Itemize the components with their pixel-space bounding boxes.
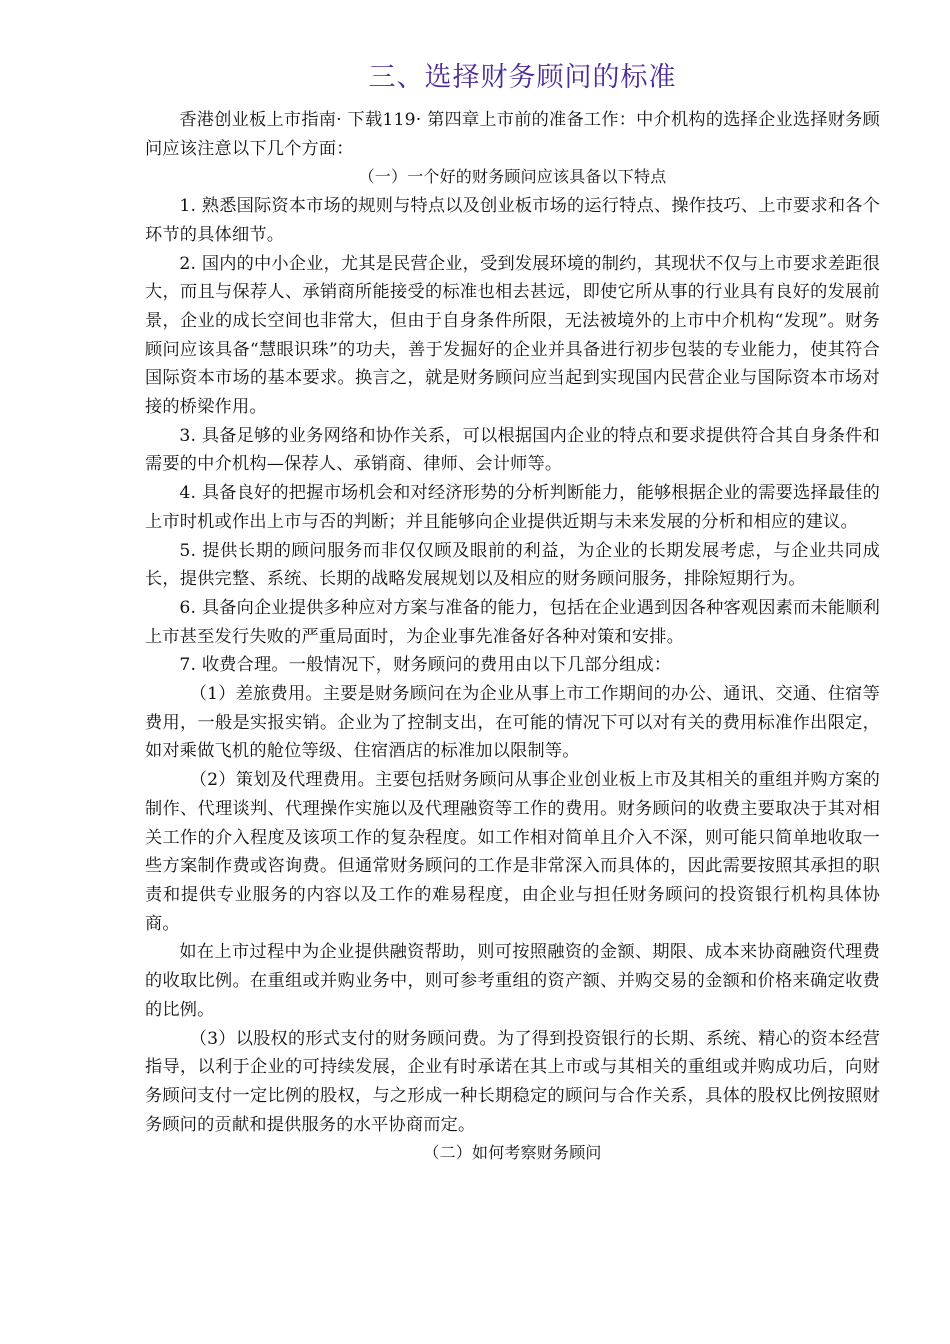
section-heading-1: （一）一个好的财务顾问应该具备以下特点	[358, 167, 667, 187]
list-item-6: 6. 具备向企业提供多种应对方案与准备的能力，包括在企业遇到因各种客观因素而未能顺利上市甚至发行失败的严重局面时，为企业事先准备好各种对策和安排。	[145, 597, 880, 647]
list-item-1: 1. 熟悉国际资本市场的规则与特点以及创业板市场的运行特点、操作技巧、上市要求和各个环节的具体细节。	[145, 196, 880, 245]
page-title: 三、选择财务顾问的标准	[368, 62, 677, 93]
intro-paragraph: 香港创业板上市指南· 下载119· 第四章上市前的准备工作：中介机构的选择企业选择财务顾问应该注意以下几个方面：	[145, 110, 880, 159]
list-item-3: 3. 具备足够的业务网络和协作关系，可以根据国内企业的特点和要求提供符合其自身条件和需要的中介机构—保荐人、承销商、律师、会计师等。	[145, 425, 880, 475]
fee-item-3: （3）以股权的形式支付的财务顾问费。为了得到投资银行的长期、系统、精心的资本经营指导，以利于企业的可持续发展，企业有时承诺在其上市或与其相关的重组或并购成功后，向财务顾问支付一定比例的股权，与之形成一种长期稳定的顾问与合作关系，具体的股权比例按照财务顾问的贡献和提供服务的水平协商而定。	[145, 1028, 880, 1135]
fee-item-1: （1）差旅费用。主要是财务顾问在为企业从事上市工作期间的办公、通讯、交通、住宿等费用，一般是实报实销。企业为了控制支出，在可能的情况下可以对有关的费用标准作出限定，如对乘做飞机的舱位等级、住宿酒店的标准加以限制等。	[145, 684, 880, 762]
document-page	[145, 58, 880, 1168]
list-item-5: 5. 提供长期的顾问服务而非仅仅顾及眼前的利益，为企业的长期发展考虑，与企业共同成长，提供完整、系统、长期的战略发展规划以及相应的财务顾问服务，排除短期行为。	[145, 540, 880, 590]
fee-item-2-continued: 如在上市过程中为企业提供融资帮助，则可按照融资的金额、期限、成本来协商融资代理费的收取比例。在重组或并购业务中，则可参考重组的资产额、并购交易的金额和价格来确定收费的比例。	[145, 942, 880, 1020]
list-item-2: 2. 国内的中小企业，尤其是民营企业，受到发展环境的制约，其现状不仅与上市要求差距很大，而且与保荐人、承销商所能接受的标准也相去甚远，即使它所从事的行业具有良好的发展前景，企业的成长空间也非常大，但由于自身条件所限，无法被境外的上市中介机构“发现”。财务顾问应该具备“慧眼识珠”的功夫，善于发掘好的企业并具备进行初步包装的专业能力，使其符合国际资本市场的基本要求。换言之，就是财务顾问应当起到实现国内民营企业与国际资本市场对接的桥梁作用。	[145, 253, 880, 418]
list-item-4: 4. 具备良好的把握市场机会和对经济形势的分析判断能力，能够根据企业的需要选择最佳的上市时机或作出上市与否的判断；并且能够向企业提供近期与未来发展的分析和相应的建议。	[145, 483, 880, 532]
section-heading-2: （二）如何考察财务顾问	[423, 1143, 602, 1163]
list-item-7: 7. 收费合理。一般情况下，财务顾问的费用由以下几部分组成：	[179, 655, 672, 676]
fee-item-2: （2）策划及代理费用。主要包括财务顾问从事企业创业板上市及其相关的重组并购方案的制作、代理谈判、代理操作实施以及代理融资等工作的费用。财务顾问的收费主要取决于其对相关工作的介入程度及该项工作的复杂程度。如工作相对简单且介入不深，则可能只简单地收取一些方案制作费或咨询费。但通常财务顾问的工作是非常深入而具体的，因此需要按照其承担的职责和提供专业服务的内容以及工作的难易程度，由企业与担任财务顾问的投资银行机构具体协商。	[145, 770, 880, 934]
